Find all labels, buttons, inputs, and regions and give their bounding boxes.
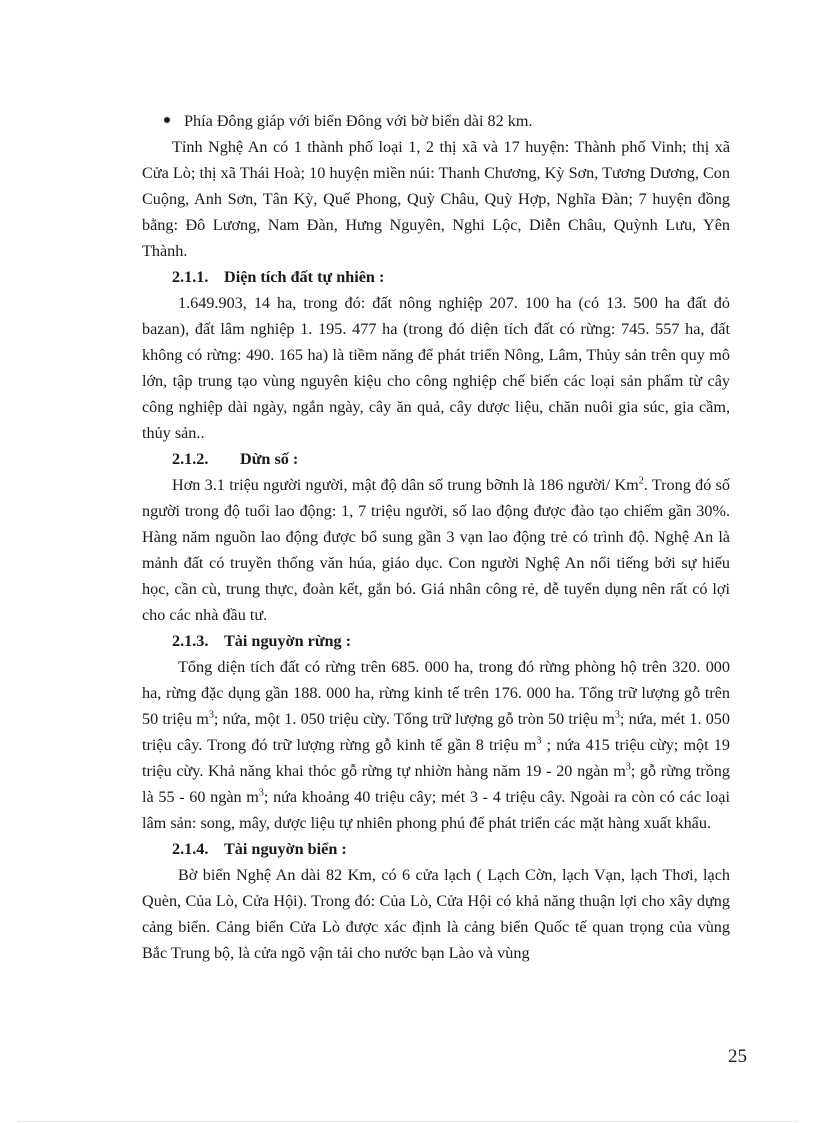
section-title: Diện tích đất tự nhiên : [224,268,385,286]
section-number: 2.1.4. [172,840,209,858]
section-heading-population [142,446,730,472]
bullet-text: Phía Đông giáp với biển Đông với bờ biển dài 82 km. [184,112,533,130]
bullet-item [164,108,730,134]
bullet-icon [164,117,170,123]
population-paragraph: Hơn 3.1 triệu người người, mật độ dân số trung bỡnh là 186 người/ Km$^2$. Trong đó số người trong độ tuổi lao động: 1, 7 triệu người, số lao động được đào tạo chiếm gần 30%. Hàng năm nguồn lao động được bổ sung gần 3 vạn lao động trẻ có trình độ. Nghệ An là mảnh đất có truyền thống văn húa, giáo dục. Con người Nghệ An nổi tiếng bởi sự hiếu học, cần cù, trung thực, đoàn kết, gắn bó. Giá nhân công rẻ, dễ tuyển dụng nên rất có lợi cho các nhà đầu tư. [142,475,731,624]
superscript: 2 [638,475,644,487]
section-number: 2.1.2. [172,450,209,468]
sea-paragraph: Bờ biển Nghệ An dài 82 Km, có 6 cửa lạch ( Lạch Cờn, lạch Vạn, lạch Thơi, lạch Quèn, Của Lò, Cửa Hội). Trong đó: Của Lò, Cửa Hội có khả năng thuận lợi cho xây dựng cảng biển. Cảng biển Cửa Lò được xác định là cảng biển Quốc tế quan trọng của vùng Bắc Trung bộ, là cửa ngõ vận tải cho nước bạn Lào và vùng [142,866,730,962]
page-bottom-divider [18,1121,798,1122]
section-title: Tài nguyờn biển : [224,840,347,858]
section-heading-sea [142,836,730,862]
intro-paragraph: Tỉnh Nghệ An có 1 thành phố loại 1, 2 thị xã và 17 huyện: Thành phố Vinh; thị xã Cửa Lò; thị xã Thái Hoà; 10 huyện miền núi: Thanh Chương, Kỳ Sơn, Tương Dương, Con Cuộng, Anh Sơn, Tân Kỳ, Quế Phong, Quỳ Châu, Quỳ Hợp, Nghĩa Đàn; 7 huyện đồng bằng: Đô Lương, Nam Đàn, Hưng Nguyên, Nghi Lộc, Diễn Châu, Quỳnh Lưu, Yên Thành. [142,138,730,260]
land-paragraph: 1.649.903, 14 ha, trong đó: đất nông nghiệp 207. 100 ha (có 13. 500 ha đất đỏ bazan), đất lâm nghiệp 1. 195. 477 ha (trong đó diện tích đất có rừng: 745. 557 ha, đất không có rừng: 490. 165 ha) là tiềm năng để phát triển Nông, Lâm, Thủy sản trên quy mô lớn, tập trung tạo vùng nguyên kiệu cho công nghiệp chế biến các loại sản phẩm từ cây công nghiệp dài ngày, ngắn ngày, cây ăn quả, cây dược liệu, chăn nuôi gia súc, gia cầm, thủy sản.. [142,294,730,442]
section-title: Tài nguyờn rừng : [224,632,352,650]
section-number: 2.1.3. [172,632,209,650]
page-number: 25 [728,1046,747,1067]
forest-paragraph: Tổng diện tích đất có rừng trên 685. 000 ha, trong đó rừng phòng hộ trên 320. 000 ha, rừng đặc dụng gần 188. 000 ha, rừng kinh tế trên 176. 000 ha. Tổng trữ lượng gỗ trên 50 triệu $m^3$; nứa, một 1. 050 triệu cừy. Tổng trữ lượng gỗ tròn 50 triệu $m^3$; nứa, mét 1. 050 triệu cây. Trong đó trữ lượng rừng gỗ kinh tế gần 8 triệu $m^3$ ; nứa 415 triệu cừy; một 19 triệu cừy. Khả năng khai thỏc gỗ rừng tự nhiờn hàng năm 19 - 20 ngàn $m^3$; gỗ rừng trồng là 55 - 60 ngàn $m^3$; nứa khoảng 40 triệu cây; mét 3 - 4 triệu cây. Ngoài ra còn có các loại lâm sản: song, mây, dược liệu tự nhiên phong phú để phát triển các mặt hàng xuất khẩu. [142,658,730,832]
section-heading-land [142,264,730,290]
section-number: 2.1.1. [172,268,209,286]
section-heading-forest [142,628,730,654]
section-title: Dừn số : [240,450,299,468]
page-content [142,108,730,966]
